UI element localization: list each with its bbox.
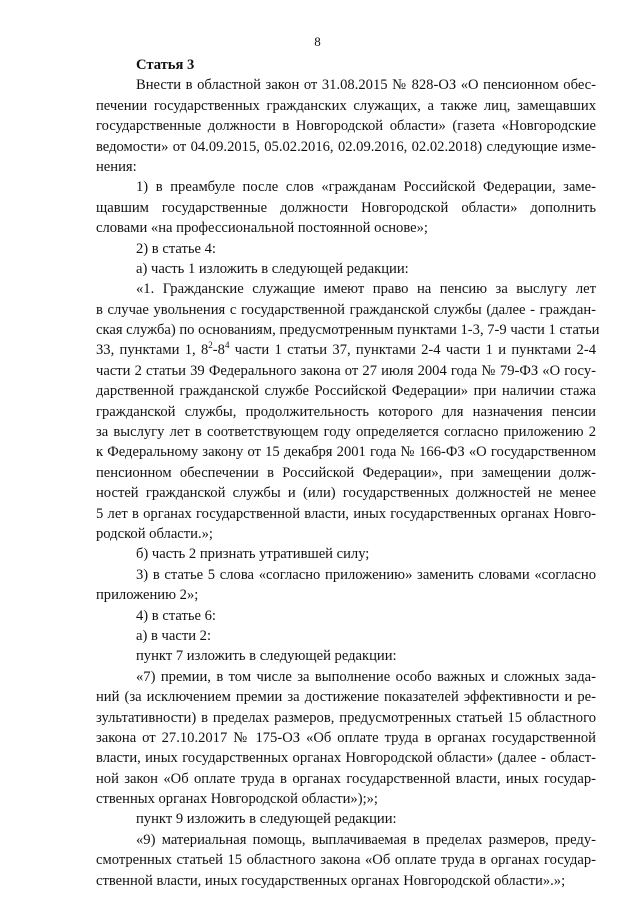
text-line: 5 лет в органах государственной власти, иных государственных органах Новго- xyxy=(96,505,596,522)
text-fragment: части 1 статьи 37, пунктами 2-4 части 1 и пунктами 2-4 xyxy=(229,342,596,359)
text-fragment: 33, пунктами 1, 8 xyxy=(96,342,209,359)
text-line: 2) в статье 4: xyxy=(136,240,216,257)
paragraph xyxy=(96,565,596,606)
text-line: пункт 7 изложить в следующей редакции: xyxy=(136,648,397,665)
text-line: печении государственных гражданских служащих, а также лиц, замещавших xyxy=(96,97,596,114)
paragraph xyxy=(96,177,596,238)
text-line: словами «на профессиональной постоянной основе»; xyxy=(96,220,428,237)
text-line: за выслугу лет в соответствующем году определяется согласно приложению 2 xyxy=(96,424,596,441)
text-line: дарственной гражданской службе Российской Федерации» при наличии стажа xyxy=(96,383,596,400)
paragraph xyxy=(96,646,596,666)
paragraph-list xyxy=(96,75,600,891)
text-line: власти, иных государственных органах Новгородской области» (далее - област- xyxy=(96,750,596,767)
paragraph xyxy=(96,830,596,891)
paragraph xyxy=(96,279,600,544)
paragraph xyxy=(96,239,596,259)
text-line: ведомости» от 04.09.2015, 05.02.2016, 02.09.2016, 02.02.2018) следующие изме- xyxy=(96,138,596,155)
text-line: зультативности) в пределах размеров, предусмотренных статьей 15 областного xyxy=(96,709,596,726)
text-fragment: -8 xyxy=(212,342,225,359)
text-line: ной закон «Об оплате труда в органах государственной власти, иных государ- xyxy=(96,770,596,787)
text-line: «1. Гражданские служащие имеют право на пенсию за выслугу лет xyxy=(136,281,596,298)
paragraph xyxy=(96,606,596,626)
text-line: закона от 27.10.2017 № 175-ОЗ «Об оплате труда в органах государственной xyxy=(96,729,596,746)
text-line: ственных органах Новгородской области»);»; xyxy=(96,791,378,808)
text-line: гражданской службы, продолжительность которого для назначения пенсии xyxy=(96,403,596,420)
paragraph xyxy=(96,626,596,646)
text-line: щавшим государственные должности Новгородской области» дополнить xyxy=(96,199,596,216)
text-line: ностей гражданской службы и (или) государственных должностей не менее xyxy=(96,485,596,502)
document-body xyxy=(96,55,600,891)
text-line: смотренных статьей 15 областного закона «Об оплате труда в органах государ- xyxy=(96,852,596,869)
text-line: а) в части 2: xyxy=(136,627,212,644)
text-line: родской области.»; xyxy=(96,525,213,542)
text-line: ний (за исключением премии за достижение показателей эффективности и ре- xyxy=(96,689,596,706)
text-line: ская служба) по основаниям, предусмотренным пунктами 1-3, 7-9 части 1 статьи xyxy=(96,322,600,339)
text-line: 4) в статье 6: xyxy=(136,607,216,624)
text-line: к Федеральному закону от 15 декабря 2001 года № 166-ФЗ «О государственном xyxy=(96,444,596,461)
text-line: «7) премии, в том числе за выполнение особо важных и сложных зада- xyxy=(136,668,596,685)
text-line: ственной власти, иных государственных органах Новгородской области».»; xyxy=(96,872,566,889)
text-line: части 2 статьи 39 Федерального закона от 27 июля 2004 года № 79-ФЗ «О госу- xyxy=(96,362,596,379)
paragraph xyxy=(96,667,596,810)
page-number: 8 xyxy=(314,34,321,49)
text-line: приложению 2»; xyxy=(96,587,199,604)
paragraph xyxy=(96,544,596,564)
text-line: а) часть 1 изложить в следующей редакции: xyxy=(136,260,409,277)
text-line: Внести в областной закон от 31.08.2015 № 828-ОЗ «О пенсионном обес- xyxy=(136,77,596,94)
text-line: пункт 9 изложить в следующей редакции: xyxy=(136,811,397,828)
superscript: 2 xyxy=(208,340,213,351)
text-line: нения: xyxy=(96,158,137,175)
article-title: Статья 3 xyxy=(136,57,195,73)
text-line: «9) материальная помощь, выплачиваемая в пределах размеров, преду- xyxy=(136,831,596,848)
text-line: 1) в преамбуле после слов «гражданам Российской Федерации, заме- xyxy=(136,179,596,196)
text-line: б) часть 2 признать утратившей силу; xyxy=(136,546,370,563)
text-line: в случае увольнения с государственной гражданской службы (далее - граждан- xyxy=(96,301,596,318)
text-line: пенсионном обеспечении в Российской Федерации», при замещении долж- xyxy=(96,464,596,481)
paragraph xyxy=(96,75,596,177)
text-line: 3) в статье 5 слова «согласно приложению» заменить словами «согласно xyxy=(136,566,596,583)
paragraph xyxy=(96,259,596,279)
text-line: государственные должности в Новгородской области» (газета «Новгородские xyxy=(96,118,596,135)
paragraph xyxy=(96,809,596,829)
superscript: 4 xyxy=(224,340,230,351)
text-line xyxy=(96,340,596,360)
